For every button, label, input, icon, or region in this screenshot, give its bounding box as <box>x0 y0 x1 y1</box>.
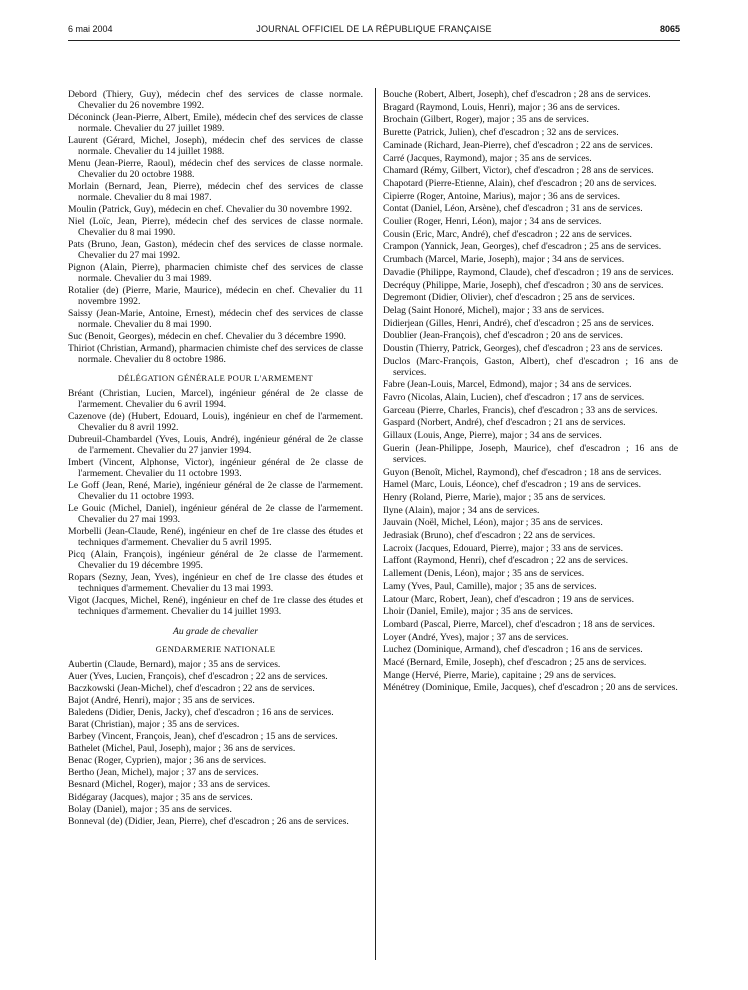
list-item: Auer (Yves, Lucien, François), chef d'escadron ; 22 ans de services. <box>68 670 328 682</box>
list-item: Jedrasiak (Bruno), chef d'escadron ; 22 ans de services. <box>383 530 596 542</box>
list-item: Fabre (Jean-Louis, Marcel, Edmond), major ; 34 ans de services. <box>383 379 632 391</box>
list-item: Duclos (Marc-François, Gaston, Albert), chef d'escadron ; 16 ans de services. <box>383 355 678 378</box>
list-item: Moulin (Patrick, Guy), médecin en chef. Chevalier du 30 novembre 1992. <box>68 204 353 215</box>
list-item: Macé (Bernard, Emile, Joseph), chef d'escadron ; 25 ans de services. <box>383 657 647 669</box>
list-item: Vigot (Jacques, Michel, René), ingénieur en chef de 1re classe des études et techniques d'armement. Chevalier du 14 juillet 1993. <box>68 594 363 617</box>
list-item: Lallement (Denis, Léon), major ; 35 ans de services. <box>383 568 585 580</box>
list-item: Saissy (Jean-Marie, Antoine, Ernest), médecin chef des services de classe normale. Chevalier du 8 mai 1990. <box>68 308 363 330</box>
list-item: Hamel (Marc, Louis, Léonce), chef d'escadron ; 19 ans de services. <box>383 479 641 491</box>
list-item: Crampon (Yannick, Jean, Georges), chef d'escadron ; 25 ans de services. <box>383 241 662 253</box>
list-item: Ménétrey (Dominique, Emile, Jacques), chef d'escadron ; 20 ans de services. <box>383 682 678 694</box>
list-item: Suc (Benoit, Georges), médecin en chef. Chevalier du 3 décembre 1990. <box>68 331 346 343</box>
entries-dga <box>68 389 363 618</box>
list-item: Contat (Daniel, Léon, Arsène), chef d'escadron ; 31 ans de services. <box>383 203 643 215</box>
header-title: JOURNAL OFFICIEL DE LA RÉPUBLIQUE FRANÇAISE <box>256 24 492 34</box>
list-item: Aubertin (Claude, Bernard), major ; 35 ans de services. <box>68 658 281 670</box>
list-item: Barat (Christian), major ; 35 ans de services. <box>68 719 240 730</box>
list-item: Davadie (Philippe, Raymond, Claude), chef d'escadron ; 19 ans de services. <box>383 266 674 278</box>
list-item: Benac (Roger, Cyprien), major ; 36 ans de services. <box>68 755 267 767</box>
list-item: Morbelli (Jean-Claude, René), ingénieur en chef de 1re classe des études et techniques d'armement. Chevalier du 5 avril 1995. <box>68 525 363 548</box>
right-column <box>383 90 678 696</box>
list-item: Pats (Bruno, Jean, Gaston), médecin chef des services de classe normale. Chevalier du 27 mai 1992. <box>68 239 363 261</box>
list-item: Coulier (Roger, Henri, Léon), major ; 34 ans de services. <box>383 216 602 228</box>
list-item: Laurent (Gérard, Michel, Joseph), médecin chef des services de classe normale. Chevalier du 14 juillet 1988. <box>68 135 363 157</box>
list-item: Baczkowski (Jean-Michel), chef d'escadron ; 22 ans de services. <box>68 682 315 694</box>
list-item: Bidégaray (Jacques), major ; 35 ans de services. <box>68 791 253 803</box>
section-heading-dga: DÉLÉGATION GÉNÉRALE POUR L'ARMEMENT <box>117 373 314 383</box>
list-item: Menu (Jean-Pierre, Raoul), médecin chef des services de classe normale. Chevalier du 20 octobre 1988. <box>68 158 363 180</box>
list-item: Le Gouic (Michel, Daniel), ingénieur général de 2e classe de l'armement. Chevalier du 27 mai 1993. <box>68 502 363 525</box>
list-item: Bragard (Raymond, Louis, Henri), major ; 36 ans de services. <box>383 101 620 113</box>
grade-heading: Au grade de chevalier <box>173 625 258 637</box>
list-item: Déconinck (Jean-Pierre, Albert, Emile), médecin chef des services de classe normale. Chevalier du 27 juillet 1989. <box>68 112 363 134</box>
list-item: Bertho (Jean, Michel), major ; 37 ans de services. <box>68 767 259 779</box>
section-heading-gendarmerie: GENDARMERIE NATIONALE <box>155 643 276 654</box>
list-item: Lombard (Pascal, Pierre, Marcel), chef d'escadron ; 18 ans de services. <box>383 618 655 630</box>
list-item: Henry (Roland, Pierre, Marie), major ; 35 ans de services. <box>383 491 606 503</box>
list-item: Rotalier (de) (Pierre, Marie, Maurice), médecin en chef. Chevalier du 11 novembre 1992. <box>68 285 363 307</box>
list-item: Debord (Thiery, Guy), médecin chef des services de classe normale. Chevalier du 26 novembre 1992. <box>68 89 363 111</box>
list-item: Morlain (Bernard, Jean, Pierre), médecin chef des services de classe normale. Chevalier du 8 mai 1987. <box>68 181 363 203</box>
list-item: Pignon (Alain, Pierre), pharmacien chimiste chef des services de classe normale. Chevalier du 3 mai 1989. <box>68 262 363 284</box>
list-item: Barbey (Vincent, François, Jean), chef d'escadron ; 15 ans de services. <box>68 731 338 743</box>
list-item: Delag (Saint Honoré, Michel), major ; 33 ans de services. <box>383 304 605 316</box>
list-item: Gillaux (Louis, Ange, Pierre), major ; 34 ans de services. <box>383 430 602 442</box>
list-item: Cipierre (Roger, Antoine, Marius), major ; 36 ans de services. <box>383 190 620 202</box>
entries-medical <box>68 90 363 366</box>
list-item: Mange (Hervé, Pierre, Marie), capitaine ; 29 ans de services. <box>383 669 617 681</box>
list-item: Doustin (Thierry, Patrick, Georges), chef d'escadron ; 23 ans de services. <box>383 343 663 355</box>
list-item: Decréquy (Philippe, Marie, Joseph), chef d'escadron ; 30 ans de services. <box>383 279 664 291</box>
page-header <box>68 24 680 38</box>
list-item: Lhoir (Daniel, Emile), major ; 35 ans de services. <box>383 606 573 618</box>
list-item: Doublier (Jean-François), chef d'escadron ; 20 ans de services. <box>383 330 623 342</box>
list-item: Bathelet (Michel, Paul, Joseph), major ; 36 ans de services. <box>68 743 296 755</box>
list-item: Imbert (Vincent, Alphonse, Victor), ingénieur général de 2e classe de l'armement. Chevalier du 11 octobre 1993. <box>68 456 363 479</box>
list-item: Niel (Loïc, Jean, Pierre), médecin chef des services de classe normale. Chevalier du 8 mai 1990. <box>68 216 363 238</box>
list-item: Didierjean (Gilles, Henri, André), chef d'escadron ; 25 ans de services. <box>383 317 654 329</box>
list-item: Thiriot (Christian, Armand), pharmacien chimiste chef des services de classe normale. Chevalier du 8 octobre 1986. <box>68 343 363 366</box>
list-item: Picq (Alain, François), ingénieur général de 2e classe de l'armement. Chevalier du 19 décembre 1995. <box>68 548 363 571</box>
list-item: Baledens (Didier, Denis, Jacky), chef d'escadron ; 16 ans de services. <box>68 706 334 718</box>
list-item: Loyer (André, Yves), major ; 37 ans de services. <box>383 631 569 643</box>
list-item: Guerin (Jean-Philippe, Joseph, Maurice), chef d'escadron ; 16 ans de services. <box>383 442 678 465</box>
list-item: Ropars (Sezny, Jean, Yves), ingénieur en chef de 1re classe des études et techniques d'armement. Chevalier du 13 mai 1993. <box>68 571 363 594</box>
list-item: Lamy (Yves, Paul, Camille), major ; 35 ans de services. <box>383 580 597 592</box>
list-item: Brochain (Gilbert, Roger), major ; 35 ans de services. <box>383 114 589 126</box>
list-item: Jauvain (Noël, Michel, Léon), major ; 35 ans de services. <box>383 517 603 529</box>
list-item: Laffont (Raymond, Henri), chef d'escadron ; 22 ans de services. <box>383 555 629 567</box>
list-item: Chapotard (Pierre-Etienne, Alain), chef d'escadron ; 20 ans de services. <box>383 177 657 189</box>
list-item: Bréant (Christian, Lucien, Marcel), ingénieur général de 2e classe de l'armement. Chevalier du 6 avril 1994. <box>68 387 363 410</box>
list-item: Le Goff (Jean, René, Marie), ingénieur général de 2e classe de l'armement. Chevalier du 11 octobre 1993. <box>68 479 363 502</box>
list-item: Favro (Nicolas, Alain, Lucien), chef d'escadron ; 17 ans de services. <box>383 392 645 404</box>
list-item: Degremont (Didier, Olivier), chef d'escadron ; 25 ans de services. <box>383 292 635 304</box>
list-item: Bouche (Robert, Albert, Joseph), chef d'escadron ; 28 ans de services. <box>383 89 651 100</box>
list-item: Chamard (Rémy, Gilbert, Victor), chef d'escadron ; 28 ans de services. <box>383 165 654 177</box>
header-date: 6 mai 2004 <box>68 24 113 34</box>
list-item: Bonneval (de) (Didier, Jean, Pierre), chef d'escadron ; 26 ans de services. <box>68 815 349 827</box>
header-rule <box>68 40 680 41</box>
list-item: Bajot (André, Henri), major ; 35 ans de services. <box>68 694 255 706</box>
list-item: Cousin (Eric, Marc, André), chef d'escadron ; 22 ans de services. <box>383 228 632 240</box>
entries-gendarmerie <box>68 660 363 828</box>
page-number: 8065 <box>659 24 680 34</box>
list-item: Gaspard (Norbert, André), chef d'escadron ; 21 ans de services. <box>383 417 626 429</box>
entries-gendarmerie-continued <box>383 90 678 694</box>
list-item: Latour (Marc, Robert, Jean), chef d'escadron ; 19 ans de services. <box>383 593 635 605</box>
list-item: Crumbach (Marcel, Marie, Joseph), major ; 34 ans de services. <box>383 254 625 266</box>
list-item: Burette (Patrick, Julien), chef d'escadron ; 32 ans de services. <box>383 127 619 139</box>
list-item: Dubreuil-Chambardel (Yves, Louis, André), ingénieur général de 2e classe de l'armement. Chevalier du 27 janvier 1994. <box>68 433 363 456</box>
list-item: Garceau (Pierre, Charles, Francis), chef d'escadron ; 33 ans de services. <box>383 404 658 416</box>
list-item: Bolay (Daniel), major ; 35 ans de services. <box>68 803 232 815</box>
list-item: Guyon (Benoît, Michel, Raymond), chef d'escadron ; 18 ans de services. <box>383 466 662 478</box>
list-item: Ilyne (Alain), major ; 34 ans de services. <box>383 504 540 516</box>
list-item: Luchez (Dominique, Armand), chef d'escadron ; 16 ans de services. <box>383 644 643 656</box>
list-item: Lacroix (Jacques, Edouard, Pierre), major ; 33 ans de services. <box>383 542 624 554</box>
column-divider <box>375 88 376 960</box>
list-item: Caminade (Richard, Jean-Pierre), chef d'escadron ; 22 ans de services. <box>383 139 653 151</box>
list-item: Carré (Jacques, Raymond), major ; 35 ans de services. <box>383 152 592 164</box>
list-item: Besnard (Michel, Roger), major ; 33 ans de services. <box>68 779 271 791</box>
list-item: Cazenove (de) (Hubert, Edouard, Louis), ingénieur en chef de l'armement. Chevalier du 8 avril 1992. <box>68 410 363 433</box>
left-column <box>68 90 363 829</box>
